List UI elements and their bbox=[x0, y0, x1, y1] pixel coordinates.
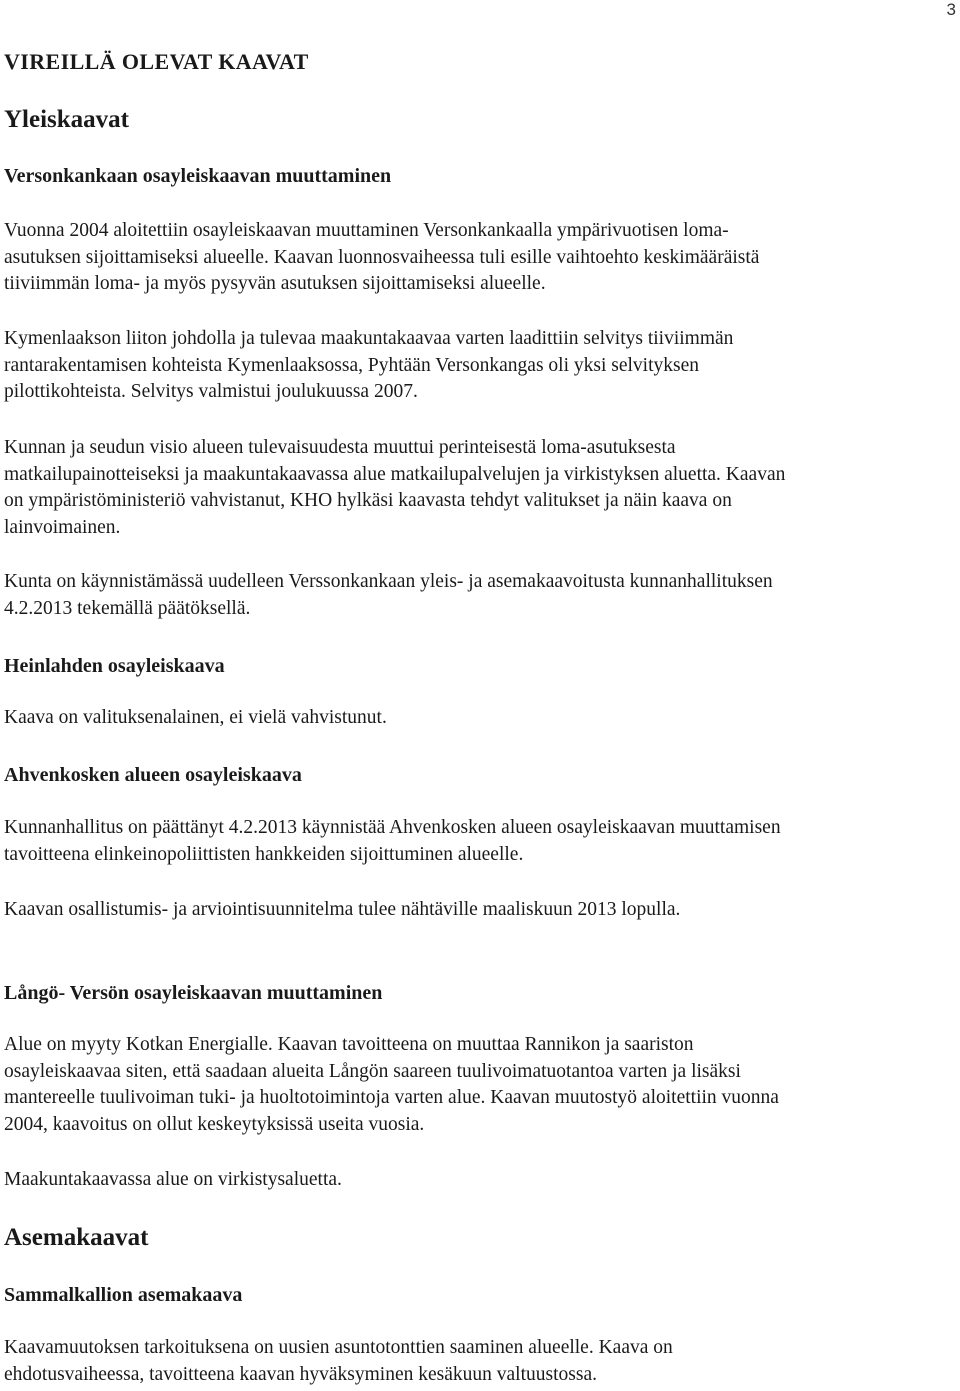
paragraph-ahvenkoski-1 bbox=[4, 815, 954, 868]
text-line: Kunta on käynnistämässä uudelleen Verssonkankaan yleis- ja asemakaavoitusta kunnanhallituksen bbox=[4, 571, 773, 592]
text-line: Kaava on valituksenalainen, ei vielä vahvistunut. bbox=[4, 707, 387, 728]
text-line: Alue on myyty Kotkan Energialle. Kaavan tavoitteena on muuttaa Rannikon ja saariston bbox=[4, 1034, 694, 1055]
item-heading-lango-verso: Långö- Versön osayleiskaavan muuttaminen bbox=[4, 982, 383, 1004]
text-line: Kymenlaakson liiton johdolla ja tulevaa maakuntakaavaa varten laadittiin selvitys tiiviimmän bbox=[4, 328, 734, 349]
text-line: asutuksen sijoittamiseksi alueelle. Kaavan luonnosvaiheessa tuli esille vaihtoehto keskimääräistä bbox=[4, 246, 760, 268]
text-line: tiiviimmän loma- ja myös pysyvän asutuksen sijoittamiseksi alueelle. bbox=[4, 273, 546, 294]
text-line: lainvoimainen. bbox=[4, 516, 121, 538]
text-line: Vuonna 2004 aloitettiin osayleiskaavan muuttaminen Versonkankaalla ympärivuotisen loma- bbox=[4, 220, 729, 241]
text-line: 2004, kaavoitus on ollut keskeytyksissä useita vuosia. bbox=[4, 1113, 425, 1135]
paragraph-versonkangas-2 bbox=[4, 326, 954, 406]
text-line: pilottikohteista. Selvitys valmistui joulukuussa 2007. bbox=[4, 381, 418, 402]
text-line: Kunnanhallitus on päättänyt 4.2.2013 käynnistää Ahvenkosken alueen osayleiskaavan muuttamisen bbox=[4, 817, 781, 838]
paragraph-ahvenkoski-2 bbox=[4, 897, 954, 924]
text-line: osayleiskaavaa siten, että saadaan alueita Långön saareen tuulivoimatuotantoa varten ja lisäksi bbox=[4, 1060, 741, 1082]
item-heading-versonkangas: Versonkankaan osayleiskaavan muuttaminen bbox=[4, 165, 392, 187]
section-heading-yleiskaavat: Yleiskaavat bbox=[4, 106, 129, 133]
item-heading-sammalkallio: Sammalkallion asemakaava bbox=[4, 1284, 243, 1306]
paragraph-lango-verso-2 bbox=[4, 1167, 954, 1194]
paragraph-versonkangas-1 bbox=[4, 218, 954, 298]
section-heading-asemakaavat: Asemakaavat bbox=[4, 1224, 149, 1251]
text-line: on ympäristöministeriö vahvistanut, KHO hylkäsi kaavasta tehdyt valitukset ja näin kaava on bbox=[4, 490, 732, 511]
text-line: mantereelle tuulivoiman tuki- ja huoltotoimintoja varten alue. Kaavan muutostyö aloitettiin vuonna bbox=[4, 1087, 779, 1108]
text-line: rantarakentamisen kohteista Kymenlaaksossa, Pyhtään Versonkangas oli yksi selvityksen bbox=[4, 354, 699, 376]
text-line: matkailupainotteiseksi ja maakuntakaavassa alue matkailupalvelujen ja virkistyksen aluetta. Kaavan bbox=[4, 463, 786, 485]
paragraph-versonkangas-4 bbox=[4, 569, 954, 622]
paragraph-sammalkallio-1 bbox=[4, 1335, 954, 1388]
text-line: Kunnan ja seudun visio alueen tulevaisuudesta muuttui perinteisestä loma-asutuksesta bbox=[4, 437, 676, 458]
text-line: 4.2.2013 tekemällä päätöksellä. bbox=[4, 597, 251, 619]
paragraph-versonkangas-3 bbox=[4, 435, 954, 541]
item-heading-heinlahti: Heinlahden osayleiskaava bbox=[4, 655, 225, 677]
text-line: Kaavamuutoksen tarkoituksena on uusien asuntotonttien saaminen alueelle. Kaava on bbox=[4, 1337, 673, 1358]
page-number: 3 bbox=[946, 0, 956, 19]
paragraph-lango-verso-1 bbox=[4, 1032, 954, 1138]
text-line: tavoitteena elinkeinopoliittisten hankkeiden sijoittuminen alueelle. bbox=[4, 843, 524, 865]
item-heading-ahvenkoski: Ahvenkosken alueen osayleiskaava bbox=[4, 764, 302, 786]
text-line: ehdotusvaiheessa, tavoitteena kaavan hyväksyminen kesäkuun valtuustossa. bbox=[4, 1363, 597, 1385]
document-title: VIREILLÄ OLEVAT KAAVAT bbox=[4, 49, 309, 74]
text-line: Maakuntakaavassa alue on virkistysaluetta. bbox=[4, 1169, 342, 1190]
text-line: Kaavan osallistumis- ja arviointisuunnitelma tulee nähtäville maaliskuun 2013 lopulla. bbox=[4, 899, 681, 920]
paragraph-heinlahti-1 bbox=[4, 705, 954, 732]
